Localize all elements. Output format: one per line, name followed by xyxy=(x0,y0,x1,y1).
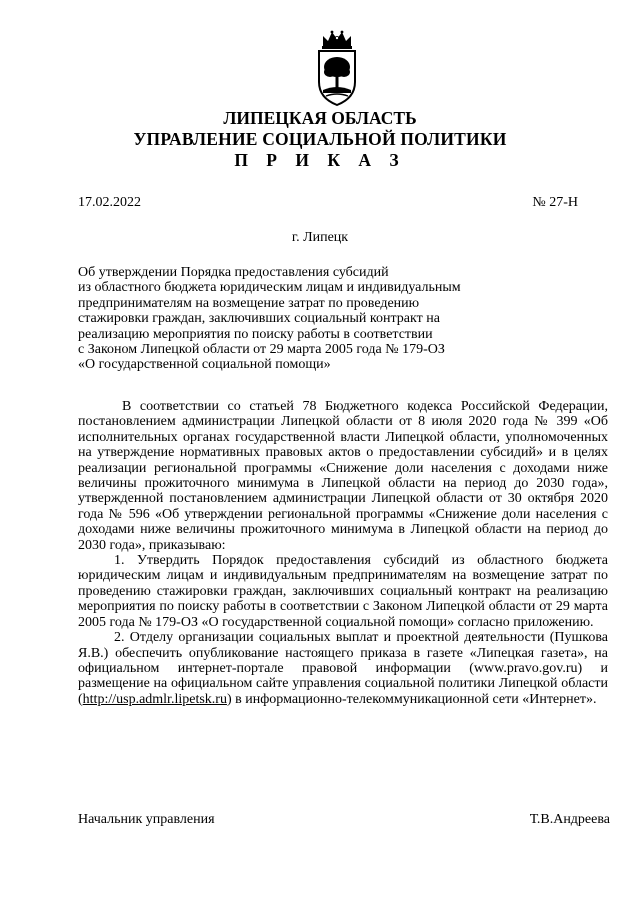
order-item-2 xyxy=(78,630,608,707)
region-title: ЛИПЕЦКАЯ ОБЛАСТЬ xyxy=(223,108,417,128)
department-title: УПРАВЛЕНИЕ СОЦИАЛЬНОЙ ПОЛИТИКИ xyxy=(133,129,507,149)
subject-line: Об утверждении Порядка предоставления субсидий xyxy=(78,265,389,280)
order-number: № 27-Н xyxy=(532,195,578,210)
coat-of-arms-emblem xyxy=(314,30,360,108)
signatory-name: Т.В.Андреева xyxy=(529,812,610,827)
order-subject xyxy=(78,265,518,373)
order-item-1: 1. Утвердить Порядок предоставления субсидий из областного бюджета юридическим лицам и индивидуальным предпринимателям на возмещение затрат по проведению стажировки граждан, заключивших социальный контракт на реализацию мероприятия по поиску работы в соответствии с Законом Липецкой области от 29 марта 2005 года № 179-ОЗ «О государственной социальной помощи» согласно приложению. xyxy=(78,553,608,630)
preamble-paragraph: В соответствии со статьей 78 Бюджетного кодекса Российской Федерации, постановлением администрации Липецкой области от 8 июля 2020 года № 399 «Об исполнительных органах государственной власти Липецкой области, уполномоченных на утверждение нормативных правовых актов о предоставлении субсидий» и в целях реализации региональной программы «Снижение доли населения с доходами ниже величины прожиточного минимума в Липецкой области на период до 2030 года», утвержденной постановлением администрации Липецкой области от 30 октября 2020 года № 596 «Об утверждении региональной программы «Снижение доли населения с доходами ниже величины прожиточного минимума в Липецкой области на период до 2030 года», приказываю: xyxy=(78,399,608,553)
item-2-text-end: ) в информационно-телекоммуникационной сети «Интернет». xyxy=(226,691,597,707)
item-2-text-start: 2. Отделу организации социальных выплат и проектной деятельности (Пушкова Я.В.) обеспечить опубликование настоящего приказа в газете «Липецкая газета», на официальном интернет-портале правовой информации (www.pravo.gov.ru) и размещение на официальном сайте управления социальной политики Липецкой области ( xyxy=(78,630,608,707)
subject-line: с Законом Липецкой области от 29 марта 2005 года № 179-ОЗ xyxy=(78,342,445,358)
subject-line: «О государственной социальной помощи» xyxy=(78,357,331,373)
order-date: 17.02.2022 xyxy=(78,195,141,210)
order-city: г. Липецк xyxy=(291,230,349,245)
order-body xyxy=(78,399,608,707)
subject-line: из областного бюджета юридическим лицам и индивидуальным xyxy=(78,280,461,296)
subject-line: стажировки граждан, заключивших социальный контракт на xyxy=(78,311,440,327)
signatory-role: Начальник управления xyxy=(78,812,215,827)
document-type-title: П Р И К А З xyxy=(234,150,406,170)
subject-line: реализацию мероприятия по поиску работы в соответствии xyxy=(78,326,433,342)
agency-website-link[interactable]: http://usp.admlr.lipetsk.ru xyxy=(82,691,227,707)
subject-line: предпринимателям на возмещение затрат по проведению xyxy=(78,295,420,311)
